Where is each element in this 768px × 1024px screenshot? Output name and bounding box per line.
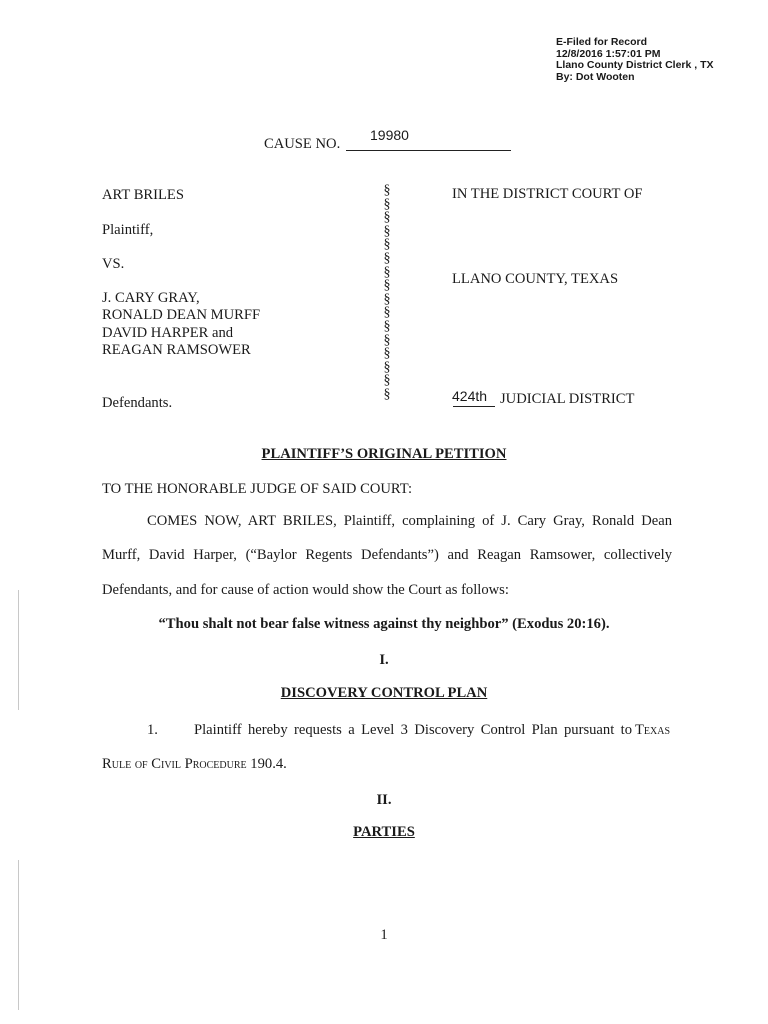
section-symbol: § xyxy=(383,278,391,294)
stamp-line: 12/8/2016 1:57:01 PM xyxy=(556,47,661,60)
petition-title-wrap xyxy=(0,445,768,463)
filing-stamp xyxy=(556,37,714,83)
paragraph-number: 1. xyxy=(147,722,158,738)
section-symbol: § xyxy=(383,359,391,375)
section-symbol: § xyxy=(383,386,391,402)
cause-number-line xyxy=(346,150,511,151)
district-label: JUDICIAL DISTRICT xyxy=(500,391,635,407)
court-line-1: IN THE DISTRICT COURT OF xyxy=(452,186,643,202)
section-heading: PARTIES xyxy=(353,824,415,840)
section-symbol: § xyxy=(383,250,391,266)
district-number: 424th xyxy=(452,388,488,404)
section-symbol: § xyxy=(383,264,391,280)
defendant-name: J. CARY GRAY, xyxy=(102,290,200,306)
intro-line: COMES NOW, ART BRILES, Plaintiff, complaining of J. Cary Gray, Ronald Dean xyxy=(147,513,672,529)
section-symbol-column xyxy=(380,184,394,402)
section-symbol: § xyxy=(383,291,391,307)
section-symbol: § xyxy=(383,237,391,253)
plaintiff-name: ART BRILES xyxy=(102,187,184,203)
intro-line: Defendants, and for cause of action would show the Court as follows: xyxy=(102,582,509,598)
stamp-line: By: Dot Wooten xyxy=(556,70,635,83)
section-symbol: § xyxy=(383,346,391,362)
defendant-name: RONALD DEAN MURFF xyxy=(102,307,261,323)
section-symbol: § xyxy=(383,318,391,334)
cause-label: CAUSE NO. xyxy=(264,136,341,152)
section-symbol: § xyxy=(383,305,391,321)
section-heading-wrap xyxy=(0,823,768,841)
salutation: TO THE HONORABLE JUDGE OF SAID COURT: xyxy=(102,481,413,497)
section-symbol: § xyxy=(383,183,391,198)
section-symbol: § xyxy=(383,210,391,226)
plaintiff-role: Plaintiff, xyxy=(102,222,154,238)
stamp-line: Llano County District Clerk , TX xyxy=(556,59,714,72)
district-number-line xyxy=(453,406,495,407)
section-numeral: II. xyxy=(376,792,392,808)
paragraph-line: Plaintiff hereby requests a Level 3 Discovery Control Plan pursuant to xyxy=(194,722,632,738)
section-symbol: § xyxy=(383,196,391,212)
petition-title: PLAINTIFF’S ORIGINAL PETITION xyxy=(261,446,507,462)
quote-wrap xyxy=(0,615,768,633)
defendant-name: REAGAN RAMSOWER xyxy=(102,342,251,358)
section-numeral-wrap xyxy=(0,651,768,669)
section-heading-wrap xyxy=(0,684,768,702)
section-symbol: § xyxy=(383,223,391,239)
section-symbol: § xyxy=(383,332,391,348)
rule-name-b: Rule of Civil Procedure xyxy=(102,756,247,772)
intro-line: Murff, David Harper, (“Baylor Regents Defendants”) and Reagan Ramsower, collectively xyxy=(102,547,672,563)
section-heading: DISCOVERY CONTROL PLAN xyxy=(280,685,488,701)
defendants-role: Defendants. xyxy=(102,395,173,411)
section-numeral: I. xyxy=(379,652,389,668)
cause-number: 19980 xyxy=(370,127,409,143)
court-line-2: LLANO COUNTY, TEXAS xyxy=(452,271,619,287)
section-numeral-wrap xyxy=(0,791,768,809)
page-number: 1 xyxy=(380,927,388,943)
section-symbol: § xyxy=(383,373,391,389)
stamp-line: E-Filed for Record xyxy=(556,36,648,48)
rule-name-a: Texas xyxy=(635,722,671,738)
rule-number: 190.4. xyxy=(250,756,287,772)
versus: VS. xyxy=(102,256,125,272)
scripture-quote: “Thou shalt not bear false witness against thy neighbor” (Exodus 20:16). xyxy=(158,616,610,632)
paragraph-line-2 xyxy=(102,756,287,773)
defendant-name: DAVID HARPER and xyxy=(102,325,234,341)
